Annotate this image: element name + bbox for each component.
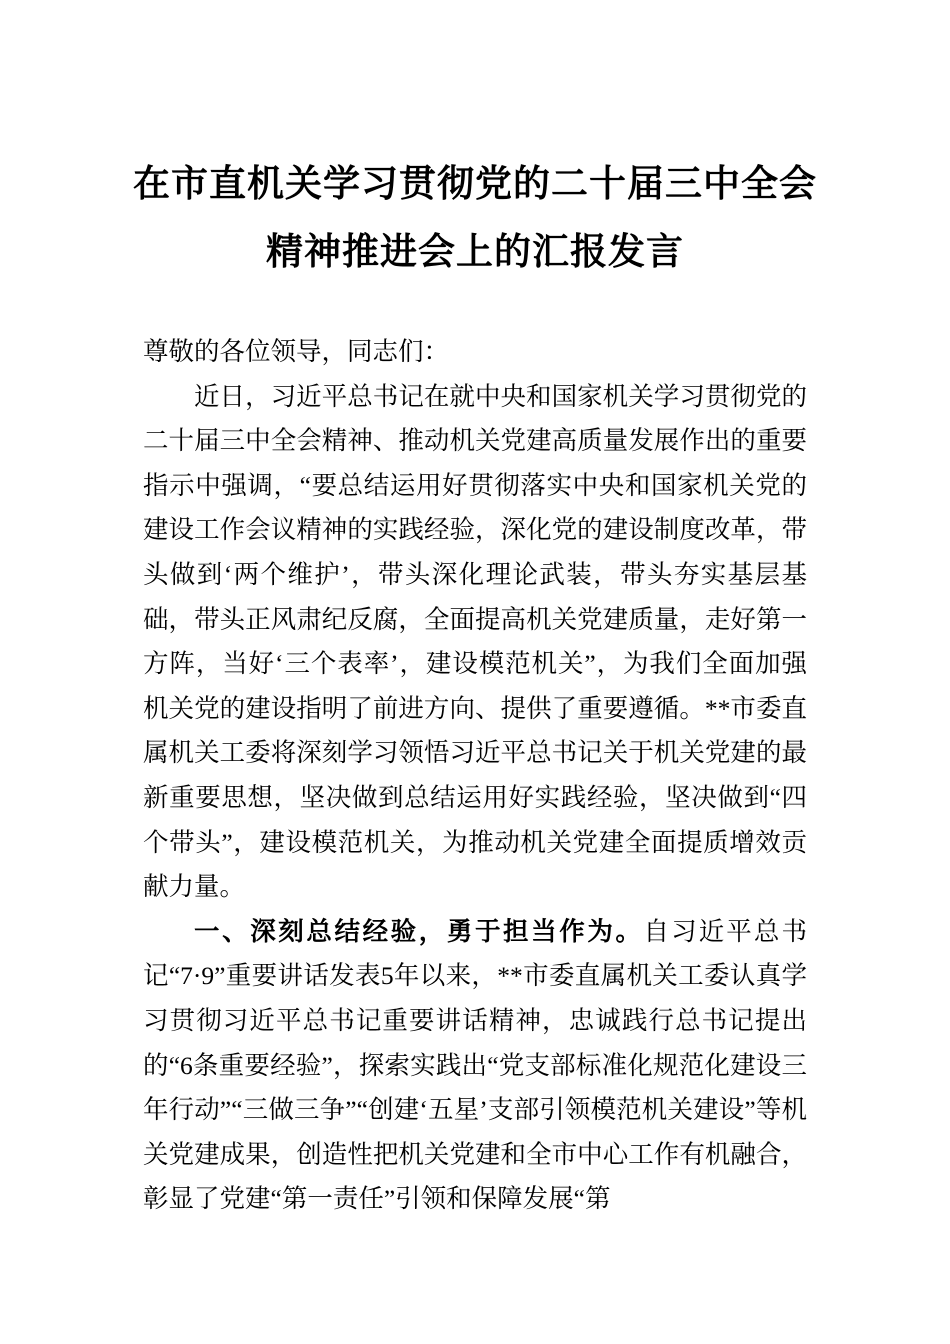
document-title-line-2: 精神推进会上的汇报发言 (266, 232, 684, 273)
document-title-line-1: 在市直机关学习贯彻党的二十届三中全会 (133, 164, 817, 205)
salutation: 尊敬的各位领导，同志们： (143, 337, 450, 366)
document-body (143, 330, 807, 1222)
document-title (120, 151, 830, 287)
paragraph-section-1 (143, 910, 807, 1222)
section-1-text: 自习近平总书记“7·9”重要讲话发表5年以来，**市委直属机关工委认真学习贯彻习近平总书记重要讲话精神，忠诚践行总书记提出的“6条重要经验”，探索实践出“党支部标准化规范化建设三年行动”“三做三争”“创建‘五星’支部引领模范机关建设”等机关党建成果，创造性把机关党建和全市中心工作有机融合，彰显了党建“第一责任”引领和保障发展“第 (143, 916, 807, 1214)
paragraph-intro: 近日，习近平总书记在就中央和国家机关学习贯彻党的二十届三中全会精神、推动机关党建高质量发展作出的重要指示中强调，“要总结运用好贯彻落实中央和国家机关党的建设工作会议精神的实践经验，深化党的建设制度改革，带头做到‘两个维护’，带头深化理论武装，带头夯实基层基础，带头正风肃纪反腐，全面提高机关党建质量，走好第一方阵，当好‘三个表率’，建设模范机关”，为我们全面加强机关党的建设指明了前进方向、提供了重要遵循。**市委直属机关工委将深刻学习领悟习近平总书记关于机关党建的最新重要思想，坚决做到总结运用好实践经验，坚决做到“四个带头”，建设模范机关，为推动机关党建全面提质增效贡献力量。 (143, 381, 807, 902)
section-1-heading: 一、深刻总结经验，勇于担当作为。 (194, 917, 644, 946)
